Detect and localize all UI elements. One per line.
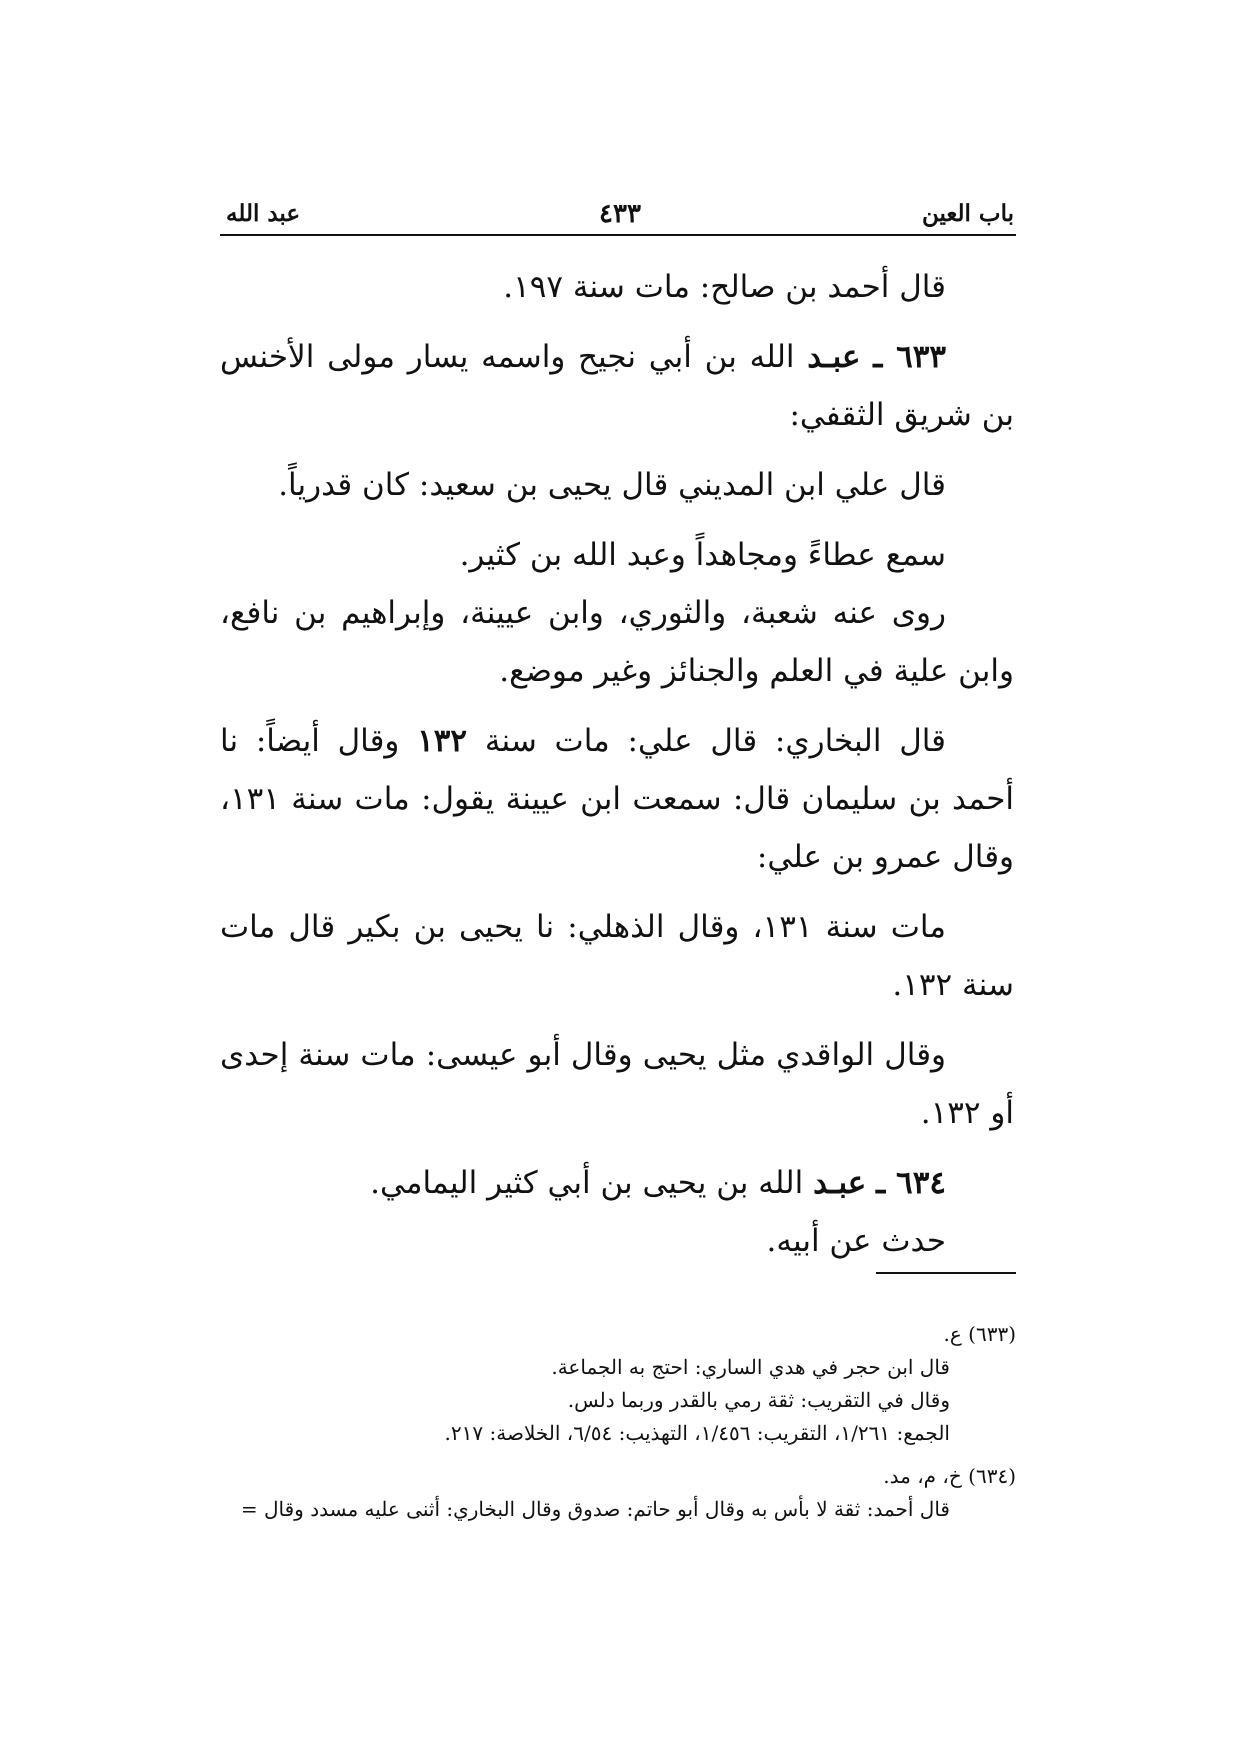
page-number: ٤٣٣ [599,199,641,229]
running-header [226,196,1014,236]
entry-number: ٦٣٤ ـ [876,1165,946,1201]
year-bold: ١٣٢ [417,723,468,759]
footnotes [186,1318,1016,1526]
paragraph: حدث عن أبيه. [766,1223,946,1259]
paragraph: روى عنه شعبة، والثوري، وابن عيينة، وإبراهيم بن نافع، وابن علية في العلم والجنائز وغير موضع. [220,595,1014,689]
entry-634 [220,1154,1014,1212]
paragraph: قال أحمد بن صالح: مات سنة ١٩٧. [503,269,946,305]
paragraph: سمع عطاءً ومجاهداً وعبد الله بن كثير. [459,537,946,573]
entry-text: الله بن أبي نجيح واسمه يسار مولى الأخنس بن شريق الثقفي: [220,339,1014,433]
header-rule [220,234,1016,236]
paragraph: قال علي ابن المديني قال يحيى بن سعيد: كان قدرياً. [278,467,946,503]
text-run: قال البخاري: قال علي: مات سنة [467,723,946,759]
paragraph: مات سنة ١٣١، وقال الذهلي: نا يحيى بن بكير قال مات سنة ١٣٢. [220,909,1014,1003]
paragraph [220,712,1014,886]
footnote-line: قال ابن حجر في هدي الساري: احتج به الجماعة. [551,1355,950,1379]
entry-name: عبـد [807,339,861,375]
paragraph: وقال الواقدي مثل يحيى وقال أبو عيسى: مات سنة إحدى أو ١٣٢. [220,1037,1014,1131]
footnote-line: الجمع: ١/٢٦١، التقريب: ١/٤٥٦، التهذيب: ٦/٥٤، الخلاصة: ٢١٧. [444,1421,950,1445]
footnote-rule [876,1272,1016,1274]
entry-name: عبـد [813,1165,867,1201]
entry-number: ٦٣٣ ـ [873,339,947,375]
section-name: عبد الله [226,200,301,227]
text-run: وقال أيضاً: نا أحمد بن سليمان قال: سمعت ابن عيينة يقول: مات سنة ١٣١، وقال عمرو بن علي: [220,723,1014,875]
entry-633 [220,328,1014,444]
footnote-head: (٦٣٣) ع. [943,1322,1016,1346]
main-text [220,258,1014,1270]
footnote-line: وقال في التقريب: ثقة رمي بالقدر وربما دلس. [567,1388,950,1412]
footnote-line: قال أحمد: ثقة لا بأس به وقال أبو حاتم: صدوق وقال البخاري: أثنى عليه مسدد وقال = [240,1497,950,1521]
chapter-title: باب العين [921,200,1014,227]
entry-text: الله بن يحيى بن أبي كثير اليمامي. [370,1165,814,1201]
footnote-head: (٦٣٤) خ، م، مد. [883,1464,1016,1488]
